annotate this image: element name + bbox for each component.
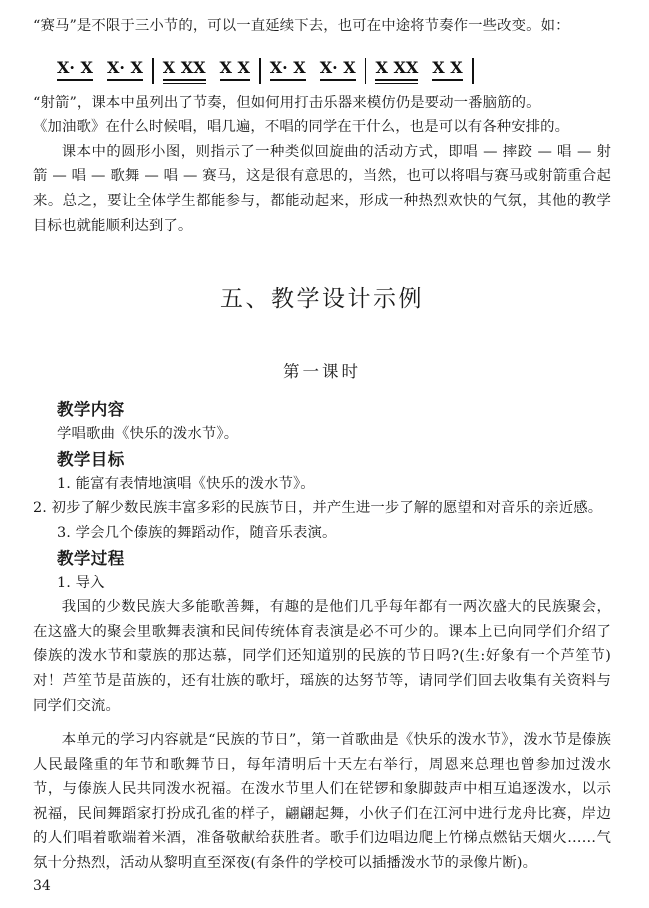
objective-item-1: 1. 能富有表情地演唱《快乐的泼水节》。	[57, 475, 315, 492]
rhythm-beat-text: X X	[432, 57, 463, 77]
objective-item-2: 2. 初步了解少数民族丰富多彩的民族节日，并产生进一步了解的愿望和对音乐的亲近感。	[33, 500, 603, 517]
rhythm-beat	[219, 57, 250, 83]
lesson-title: 第一课时	[283, 362, 361, 382]
rhythm-beat-text: X· X	[57, 57, 93, 77]
rhythm-notation-figure	[33, 49, 611, 83]
teaching-content-text: 学唱歌曲《快乐的泼水节》。	[57, 426, 239, 443]
rhythm-measure-3	[269, 57, 356, 83]
heading-teaching-process: 教学过程	[57, 548, 125, 568]
page-number: 34	[33, 878, 51, 894]
rhythm-beat	[106, 57, 143, 83]
rhythm-beat-text: X· X	[269, 57, 306, 77]
intro-paragraph-3: 《加油歌》在什么时候唱，唱几遍，不唱的同学在干什么，也是可以有各种安排的。	[33, 119, 570, 136]
rhythm-beat-text: X XX	[162, 57, 206, 77]
barline-icon	[472, 58, 474, 84]
rhythm-beat	[319, 57, 356, 83]
teaching-process-step-label: 1. 导入	[57, 574, 105, 591]
barline-icon	[259, 58, 261, 84]
rhythm-measure-4	[375, 57, 463, 83]
heading-teaching-content: 教学内容	[57, 400, 125, 420]
objective-item-3: 3. 学会几个傣族的舞蹈动作，随音乐表演。	[57, 524, 337, 541]
rhythm-beat-text: X X	[219, 57, 250, 77]
intro-paragraph-4: 课本中的圆形小图，则指示了一种类似回旋曲的活动方式，即唱 — 摔跤 — 唱 — 射箭 — 唱 — 歌舞 — 唱 — 赛马，这是很有意思的，当然，也可以将唱与赛马或射箭重合起来。总之，要让全体学生都能参与，都能动起来，形成一种热烈欢快的气氛，其他的教学目标也就能顺利达到了。	[33, 143, 611, 234]
intro-paragraph-2: “射箭”，课本中虽列出了节奏，但如何用打击乐器来模仿仍是要动一番脑筋的。	[33, 94, 541, 111]
rhythm-beat	[162, 57, 206, 83]
rhythm-beat	[57, 57, 93, 83]
rhythm-measure-2	[162, 57, 250, 83]
heading-teaching-objectives: 教学目标	[57, 449, 125, 469]
barline-icon	[152, 58, 154, 84]
rhythm-beat	[269, 57, 306, 83]
intro-paragraph-1: “赛马”是不限于三小节的，可以一直延续下去，也可在中途将节奏作一些改变。如：	[33, 18, 570, 34]
rhythm-beat-text: X· X	[319, 57, 356, 77]
barline-icon	[365, 58, 367, 84]
rhythm-beat	[375, 57, 419, 83]
spacer	[33, 383, 611, 397]
rhythm-beat	[432, 57, 463, 83]
teaching-process-paragraph-2: 本单元的学习内容就是“民族的节日”，第一首歌曲是《快乐的泼水节》，泼水节是傣族人民最隆重的年节和歌舞节日，每年清明后十天左右举行，周恩来总理也曾参加过泼水节，与傣族人民共同泼水祝福。在泼水节里人们在铓锣和象脚鼓声中相互追逐泼水，以示祝福，民间舞蹈家打扮成孔雀的样子，翩翩起舞，小伙子们在江河中进行龙舟比赛，岸边的人们唱着歌端着米酒，准备敬献给获胜者。歌手们边唱边爬上竹梯点燃钻天烟火……气氛十分热烈，活动从黎明直至深夜(有条件的学校可以插播泼水节的录像片断)。	[33, 732, 611, 872]
teaching-process-paragraph-1: 我国的少数民族大多能歌善舞，有趣的是他们几乎每年都有一两次盛大的民族聚会，在这盛大的聚会里歌舞表演和民间传统体育表演是必不可少的。课本上已向同学们介绍了傣族的泼水节和蒙族的那达慕，同学们还知道别的民族的节日吗?(生:好象有一个芦笙节)对！芦笙节是苗族的，还有壮族的歌圩，瑶族的达努节等，请同学们回去收集有关资料与同学们交流。	[33, 599, 611, 714]
rhythm-measure-1	[57, 57, 143, 83]
spacer	[33, 718, 611, 728]
section-title: 五、教学设计示例	[220, 286, 424, 313]
rhythm-beat-text: X· X	[106, 57, 143, 77]
rhythm-beat-text: X XX	[375, 57, 419, 77]
